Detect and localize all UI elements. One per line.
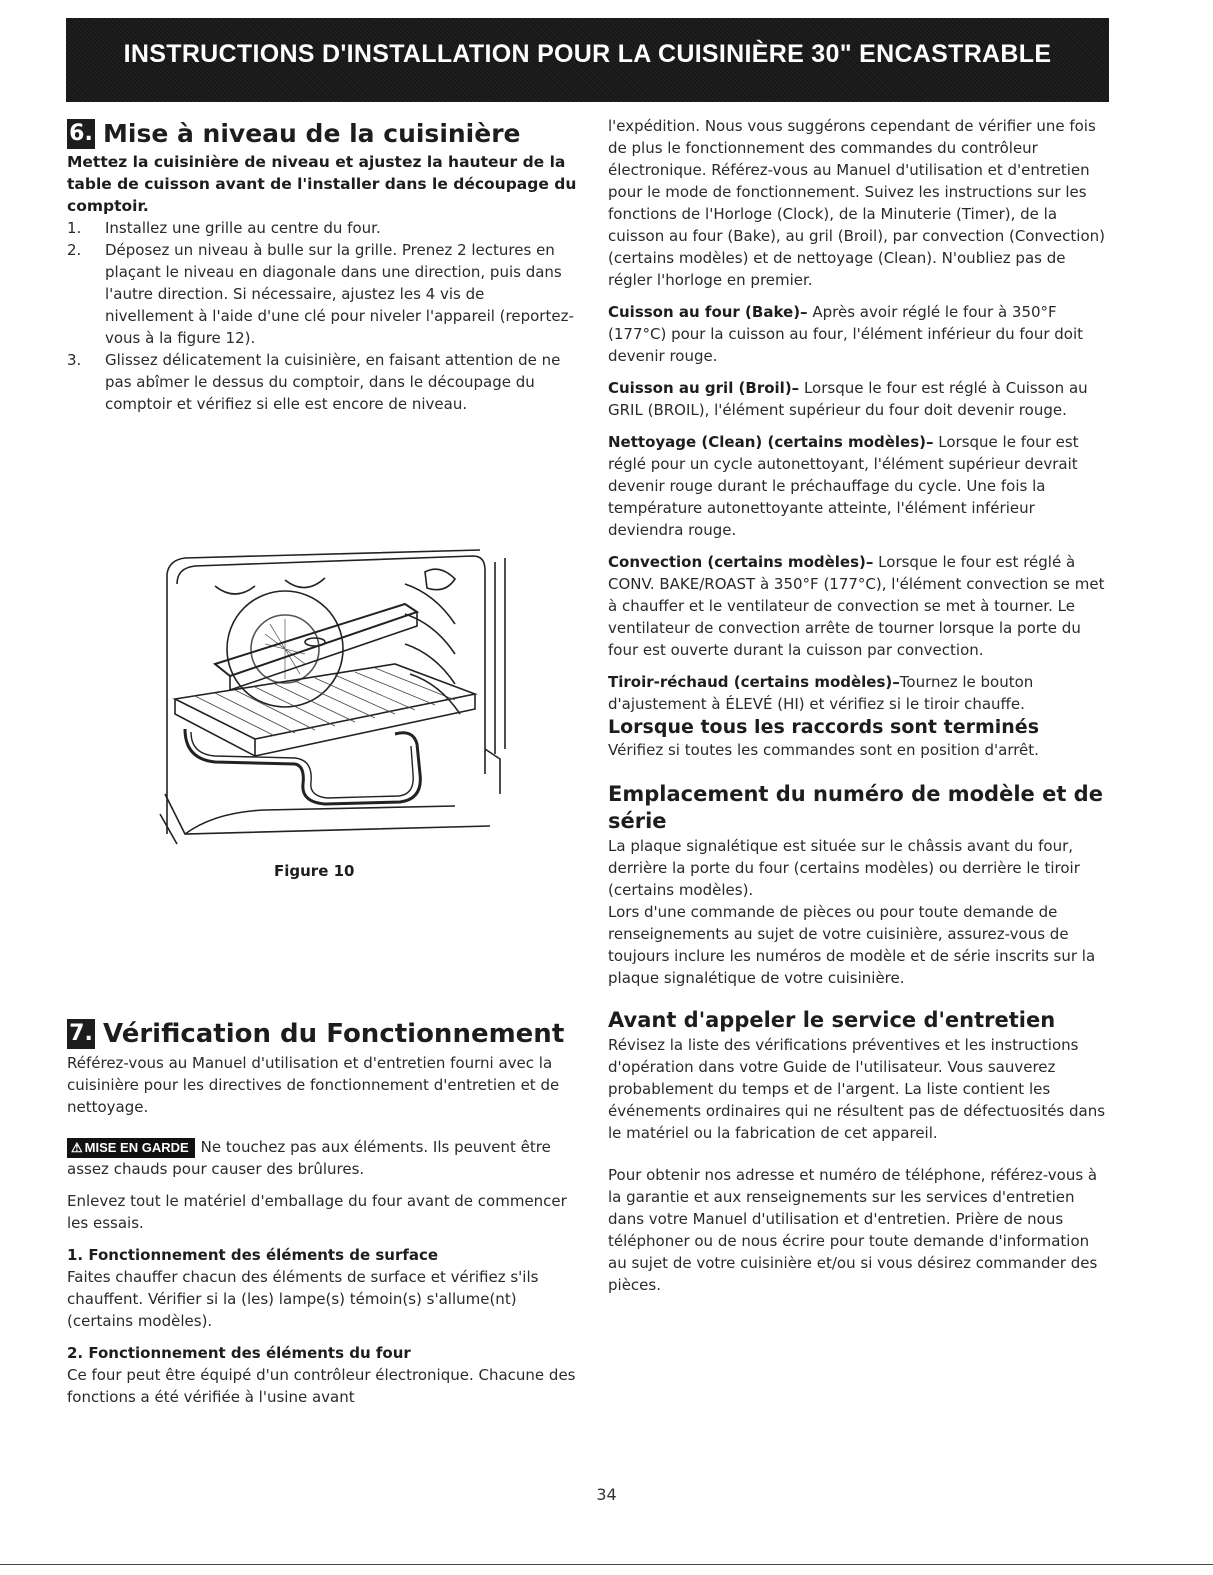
step-text: Installez une grille au centre du four. [105,219,381,237]
leveling-steps [67,217,577,415]
convection-paragraph [608,551,1108,661]
bake-paragraph [608,301,1108,367]
model-serial-heading: Emplacement du numéro de modèle et de série [608,782,1103,833]
bake-heading: Cuisson au four (Bake)– [608,303,808,321]
section-7 [67,1018,577,1408]
connections-done-heading: Lorsque tous les raccords sont terminés [608,716,1039,738]
section-7-number: 7. [67,1019,95,1049]
convection-heading: Convection (certains modèles)– [608,553,874,571]
surface-elements-heading: 1. Fonctionnement des éléments de surface [67,1246,439,1264]
oven-elements-text: Ce four peut être équipé d'un contrôleur électronique. Chacune des fonctions a été vérifiée à l'usine avant [67,1366,576,1406]
bake-text: Après avoir réglé le four à 350°F (177°C) pour la cuisson au four, l'élément inférieur du four doit devenir rouge. [608,303,1084,365]
model-serial-text-2: Lors d'une commande de pièces ou pour toute demande de renseignements au sujet de votre cuisinière, assurez-vous de toujours inclure les numéros de modèle et de série inscrits sur la plaque signalétique de votre cuisinière. [608,903,1096,987]
section-6-number: 6. [67,119,95,149]
section-6-heading [67,118,577,150]
left-column [67,118,577,415]
page-banner: INSTRUCTIONS D'INSTALLATION POUR LA CUISINIÈRE 30" ENCASTRABLE [66,18,1109,102]
bottom-rule [0,1564,1213,1565]
convection-text: Lorsque le four est réglé à CONV. BAKE/ROAST à 350°F (177°C), l'élément convection se met à chauffer et le ventilateur de convection se met à tourner. Le ventilateur de convection arrête de tourner lorsque la porte du four est ouverte durant la cuisson par convection. [608,553,1105,659]
broil-heading: Cuisson au gril (Broil)– [608,379,800,397]
broil-text: Lorsque le four est réglé à Cuisson au GRIL (BROIL), l'élément supérieur du four doit devenir rouge. [608,379,1088,419]
before-service-text-1: Révisez la liste des vérifications préventives et les instructions d'opération dans votre Guide de l'utilisateur. Vous sauverez probablement du temps et de l'argent. La liste contient les événements ordinaires qui ne résultent pas de défectuosités dans le matériel ou la fabrication de cet appareil. [608,1036,1106,1142]
warming-drawer-heading: Tiroir-réchaud (certains modèles)– [608,673,900,691]
section-6-lead: Mettez la cuisinière de niveau et ajustez la hauteur de la table de cuisson avant de l'installer dans le découpage du comptoir. [67,153,577,215]
section-7-heading [67,1018,577,1050]
before-service-heading: Avant d'appeler le service d'entretien [608,1008,1056,1032]
packaging-text: Enlevez tout le matériel d'emballage du four avant de commencer les essais. [67,1192,567,1232]
warning-label: MISE EN GARDE [84,1140,189,1155]
continued-text: l'expédition. Nous vous suggérons cependant de vérifier une fois de plus le fonctionnement des commandes du contrôleur électronique. Référez-vous au Manuel d'utilisation et d'entretien pour le mode de fonctionnement. Suivez les instructions sur les fonctions de l'Horloge (Clock), de la Minuterie (Timer), de la cuisson au four (Bake), au gril (Broil), par convection (Convection) (certains modèles) et de nettoyage (Clean). N'oubliez pas de régler l'horloge en premier. [608,117,1105,289]
section-7-intro: Référez-vous au Manuel d'utilisation et d'entretien fourni avec la cuisinière pour les directives de fonctionnement d'entretien et de nettoyage. [67,1054,560,1116]
oven-rack-level-illustration [155,544,520,854]
oven-elements-heading: 2. Fonctionnement des éléments du four [67,1344,411,1362]
step-number: 1. [67,219,82,237]
figure-caption: Figure 10 [274,862,355,880]
warming-drawer-text: Tournez le bouton d'ajustement à ÉLEVÉ (HI) et vérifiez si le tiroir chauffe. [608,673,1034,713]
section-6-title: Mise à niveau de la cuisinière [103,119,521,148]
warning-text: Ne touchez pas aux éléments. Ils peuvent être assez chauds pour causer des brûlures. [67,1138,551,1178]
before-service-text-2: Pour obtenir nos adresse et numéro de téléphone, référez-vous à la garantie et aux renseignements sur les services d'entretien dans votre Manuel d'utilisation et d'entretien. Prière de nous téléphoner ou de nous écrire pour toute demande d'information au sujet de votre cuisinière et/ou si vous désirez commander des pièces. [608,1166,1098,1294]
page-number: 34 [596,1485,617,1504]
list-item [67,349,577,415]
model-serial-text-1: La plaque signalétique est située sur le châssis avant du four, derrière la porte du four (certains modèles) ou derrière le tiroir (certains modèles). [608,837,1080,899]
surface-elements-text: Faites chauffer chacun des éléments de surface et vérifiez s'ils chauffent. Vérifier si la (les) lampe(s) témoin(s) s'allume(nt) (certains modèles). [67,1268,539,1330]
warming-drawer-paragraph [608,671,1108,715]
broil-paragraph [608,377,1108,421]
warning-paragraph [67,1136,577,1180]
step-text: Glissez délicatement la cuisinière, en faisant attention de ne pas abîmer le dessus du comptoir, dans le découpage du comptoir et vérifiez si elle est encore de niveau. [105,351,561,413]
warning-badge [67,1138,195,1158]
connections-done-text: Vérifiez si toutes les commandes sont en position d'arrêt. [608,741,1039,759]
section-7-title: Vérification du Fonctionnement [103,1019,565,1049]
step-number: 2. [67,241,82,259]
clean-paragraph [608,431,1108,541]
clean-heading: Nettoyage (Clean) (certains modèles)– [608,433,934,451]
step-number: 3. [67,351,82,369]
list-item [67,217,577,239]
warning-triangle-icon: ⚠ [71,1140,83,1155]
step-text: Déposez un niveau à bulle sur la grille. Prenez 2 lectures en plaçant le niveau en diagonale dans une direction, puis dans l'autre direction. Si nécessaire, ajustez les 4 vis de nivellement à l'aide d'une clé pour niveler l'appareil (reportez-vous à la figure 12). [105,241,574,347]
clean-text: Lorsque le four est réglé pour un cycle autonettoyant, l'élément supérieur devrait devenir rouge durant le préchauffage du cycle. Une fois la température autonettoyante atteinte, l'élément inférieur deviendra rouge. [608,433,1079,539]
list-item [67,239,577,349]
right-column [608,115,1108,1296]
